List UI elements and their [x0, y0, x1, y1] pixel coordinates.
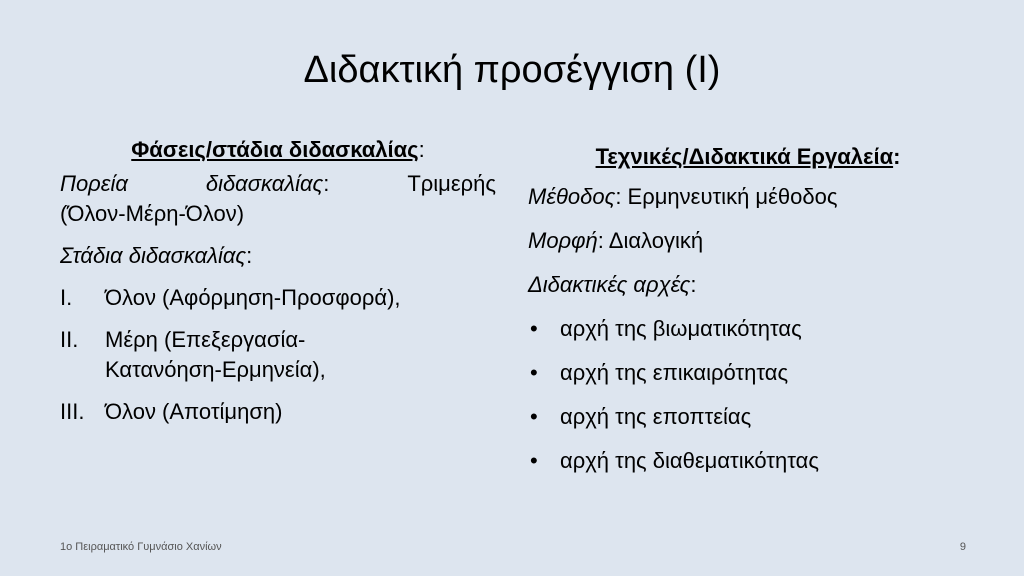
method-label: Μέθοδος	[528, 184, 616, 209]
principles-line	[528, 270, 968, 300]
stage-text-line: Κατανόηση-Ερμηνεία),	[105, 357, 326, 382]
bullet-icon: •	[530, 404, 538, 429]
stage-text: Όλον (Αφόρμηση-Προσφορά),	[105, 285, 401, 310]
stage-number: I.	[60, 285, 73, 310]
principle-text: αρχή της επικαιρότητας	[560, 360, 789, 385]
stages-colon: :	[246, 243, 253, 268]
stage-item	[60, 397, 496, 427]
principle-text: αρχή της εποπτείας	[560, 404, 752, 429]
slide-footer: 1ο Πειραματικό Γυμνάσιο Χανίων	[60, 541, 222, 553]
stages-list	[60, 283, 496, 427]
right-heading: Τεχνικές/Διδακτικά Εργαλεία	[595, 144, 894, 169]
course-value-word: Τριμερής	[407, 171, 496, 196]
left-heading-colon: :	[418, 137, 425, 162]
left-column	[60, 135, 496, 427]
list-item	[528, 314, 968, 344]
stage-number: III.	[60, 399, 85, 424]
list-item	[528, 446, 968, 476]
left-heading-row	[60, 135, 496, 169]
stage-text	[105, 325, 496, 385]
method-line	[528, 182, 968, 212]
right-heading-row	[528, 142, 968, 182]
stages-line	[60, 241, 496, 271]
right-heading-colon: :	[893, 144, 901, 169]
course-label-wrap	[206, 169, 330, 199]
stage-item	[60, 325, 496, 385]
stage-text: Όλον (Αποτίμηση)	[105, 399, 283, 424]
bullet-icon: •	[530, 316, 538, 341]
principles-list	[528, 314, 968, 476]
form-line	[528, 226, 968, 256]
course-value-rest: (Όλον-Μέρη-Όλον)	[60, 201, 245, 226]
stage-number: II.	[60, 327, 79, 352]
page-number: 9	[959, 541, 966, 553]
list-item	[528, 402, 968, 432]
course-word-2: διδασκαλίας	[205, 171, 324, 196]
principles-label: Διδακτικές αρχές	[528, 272, 691, 297]
form-label: Μορφή	[528, 228, 598, 253]
left-heading: Φάσεις/στάδια διδασκαλίας	[131, 137, 419, 162]
principle-text: αρχή της βιωματικότητας	[560, 316, 802, 341]
course-line	[60, 169, 496, 199]
stage-item	[60, 283, 496, 313]
right-column	[528, 142, 968, 490]
method-value: : Ερμηνευτική μέθοδος	[615, 184, 838, 209]
principle-text: αρχή της διαθεματικότητας	[560, 448, 819, 473]
bullet-icon: •	[530, 360, 538, 385]
form-value: : Διαλογική	[597, 228, 704, 253]
list-item	[528, 358, 968, 388]
slide-title: Διδακτική προσέγγιση (Ι)	[303, 49, 721, 91]
stages-label: Στάδια διδασκαλίας	[60, 243, 247, 268]
principles-colon: :	[690, 272, 697, 297]
course-word-1: Πορεία	[60, 171, 128, 196]
stage-text-line: Μέρη (Επεξεργασία-	[105, 327, 306, 352]
course-colon: :	[323, 171, 330, 196]
bullet-icon: •	[530, 448, 538, 473]
